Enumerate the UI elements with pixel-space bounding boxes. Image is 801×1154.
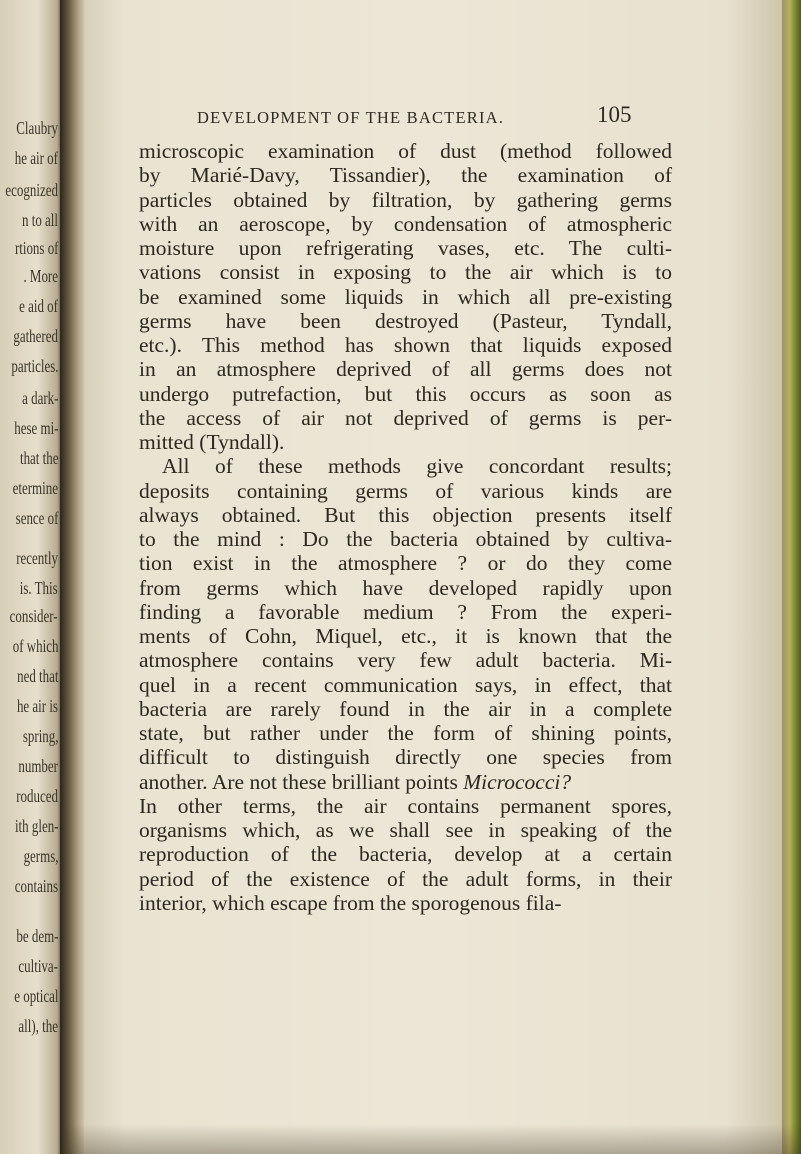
text-line: germs have been destroyed (Pasteur, Tyndall, xyxy=(139,308,672,333)
facing-page-fragment: roduced xyxy=(16,786,58,806)
facing-page-fragment: ned that xyxy=(16,666,58,686)
text-line: finding a favorable medium ? From the experi- xyxy=(139,599,672,624)
bottom-shadow xyxy=(62,1124,801,1154)
text-line: moisture upon refrigerating vases, etc. The culti- xyxy=(139,236,672,260)
facing-page-fragment: particles. xyxy=(10,356,58,376)
text-line: interior, which escape from the sporogenous fila- xyxy=(139,890,562,915)
facing-page-fragment: he air is xyxy=(16,696,58,716)
facing-page-fragment: is. This xyxy=(20,578,58,598)
text-line: always obtained. But this objection presents itself xyxy=(139,502,672,527)
facing-page-fragment: e optical xyxy=(13,986,58,1006)
facing-page-fragment: ith glen- xyxy=(14,816,58,836)
facing-page-fragment: etermine xyxy=(12,478,58,498)
text-line: deposits containing germs of various kinds are xyxy=(139,478,672,503)
text-line: another. Are not these brilliant points Micrococci? xyxy=(139,769,572,794)
facing-page-fragment: cultiva- xyxy=(18,956,58,976)
text-line: All of these methods give concordant results; xyxy=(162,454,672,479)
text-line: reproduction of the bacteria, develop at a certain xyxy=(139,842,672,867)
facing-page-fragment: be dem- xyxy=(15,926,58,946)
running-header: DEVELOPMENT OF THE BACTERIA. xyxy=(197,108,505,127)
text-line: In other terms, the air contains permanent spores, xyxy=(139,793,672,818)
facing-page-fragment: all), the xyxy=(18,1016,58,1036)
facing-page-fragment: germs, xyxy=(23,846,58,866)
text-line: organisms which, as we shall see in speaking of the xyxy=(139,818,672,842)
facing-page-fragment: spring, xyxy=(22,726,58,746)
text-line: bacteria are rarely found in the air in a complete xyxy=(139,696,672,721)
facing-page-fragment: he air of xyxy=(14,148,58,168)
facing-page-fragment: sence of xyxy=(15,508,58,528)
book-gutter xyxy=(60,0,86,1154)
text-line: ments of Cohn, Miquel, etc., it is known that the xyxy=(139,624,672,648)
text-line: be examined some liquids in which all pre-existing xyxy=(139,284,672,309)
facing-page-fragment: a dark- xyxy=(21,388,58,408)
italic-term: Micrococci? xyxy=(463,769,572,794)
text-line: etc.). This method has shown that liquids exposed xyxy=(139,333,672,357)
facing-page-fragment: hese mi- xyxy=(13,418,58,438)
text-line: particles obtained by filtration, by gathering germs xyxy=(139,187,672,212)
facing-page-fragment: n to all xyxy=(22,210,58,230)
text-line: tion exist in the atmosphere ? or do they come xyxy=(139,551,672,576)
text-line: period of the existence of the adult forms, in their xyxy=(139,866,672,891)
text-line: quel in a recent communication says, in effect, that xyxy=(139,672,672,697)
facing-page-fragment: consider- xyxy=(10,606,58,626)
facing-page-fragment: number xyxy=(18,756,58,776)
text-line: difficult to distinguish directly one species from xyxy=(139,745,672,770)
facing-page-fragment: recently xyxy=(16,548,58,568)
text-line: the access of air not deprived of germs is per- xyxy=(139,405,672,430)
facing-page-margin xyxy=(0,0,62,1154)
text-line: mitted (Tyndall). xyxy=(139,430,285,454)
text-line: from germs which have developed rapidly upon xyxy=(139,575,672,600)
text-line: with an aeroscope, by condensation of atmospheric xyxy=(139,211,672,236)
facing-page-fragment: . More xyxy=(23,266,58,286)
text-line: vations consist in exposing to the air which is to xyxy=(139,260,672,285)
page-edge xyxy=(782,0,801,1154)
text-line: microscopic examination of dust (method followed xyxy=(139,139,672,163)
facing-page-fragment: ecognized xyxy=(5,180,58,200)
facing-page-fragment: e aid of xyxy=(19,296,58,316)
facing-page-fragment: gathered xyxy=(13,326,58,346)
text-line: atmosphere contains very few adult bacteria. Mi- xyxy=(139,648,672,673)
text-line: to the mind : Do the bacteria obtained by cultiva- xyxy=(139,527,672,551)
text-line: undergo putrefaction, but this occurs as soon as xyxy=(139,381,672,406)
facing-page-fragment: of which xyxy=(12,636,58,656)
text-line: in an atmosphere deprived of all germs does not xyxy=(139,357,672,382)
facing-page-fragment: Claubry xyxy=(16,118,58,138)
text-line: by Marié-Davy, Tissandier), the examination of xyxy=(139,163,672,188)
text-line: state, but rather under the form of shining points, xyxy=(139,721,672,745)
page-number: 105 xyxy=(597,102,632,127)
facing-page-fragment: rtions of xyxy=(14,238,58,258)
facing-page-fragment: that the xyxy=(19,448,58,468)
facing-page-fragment: contains xyxy=(14,876,58,896)
